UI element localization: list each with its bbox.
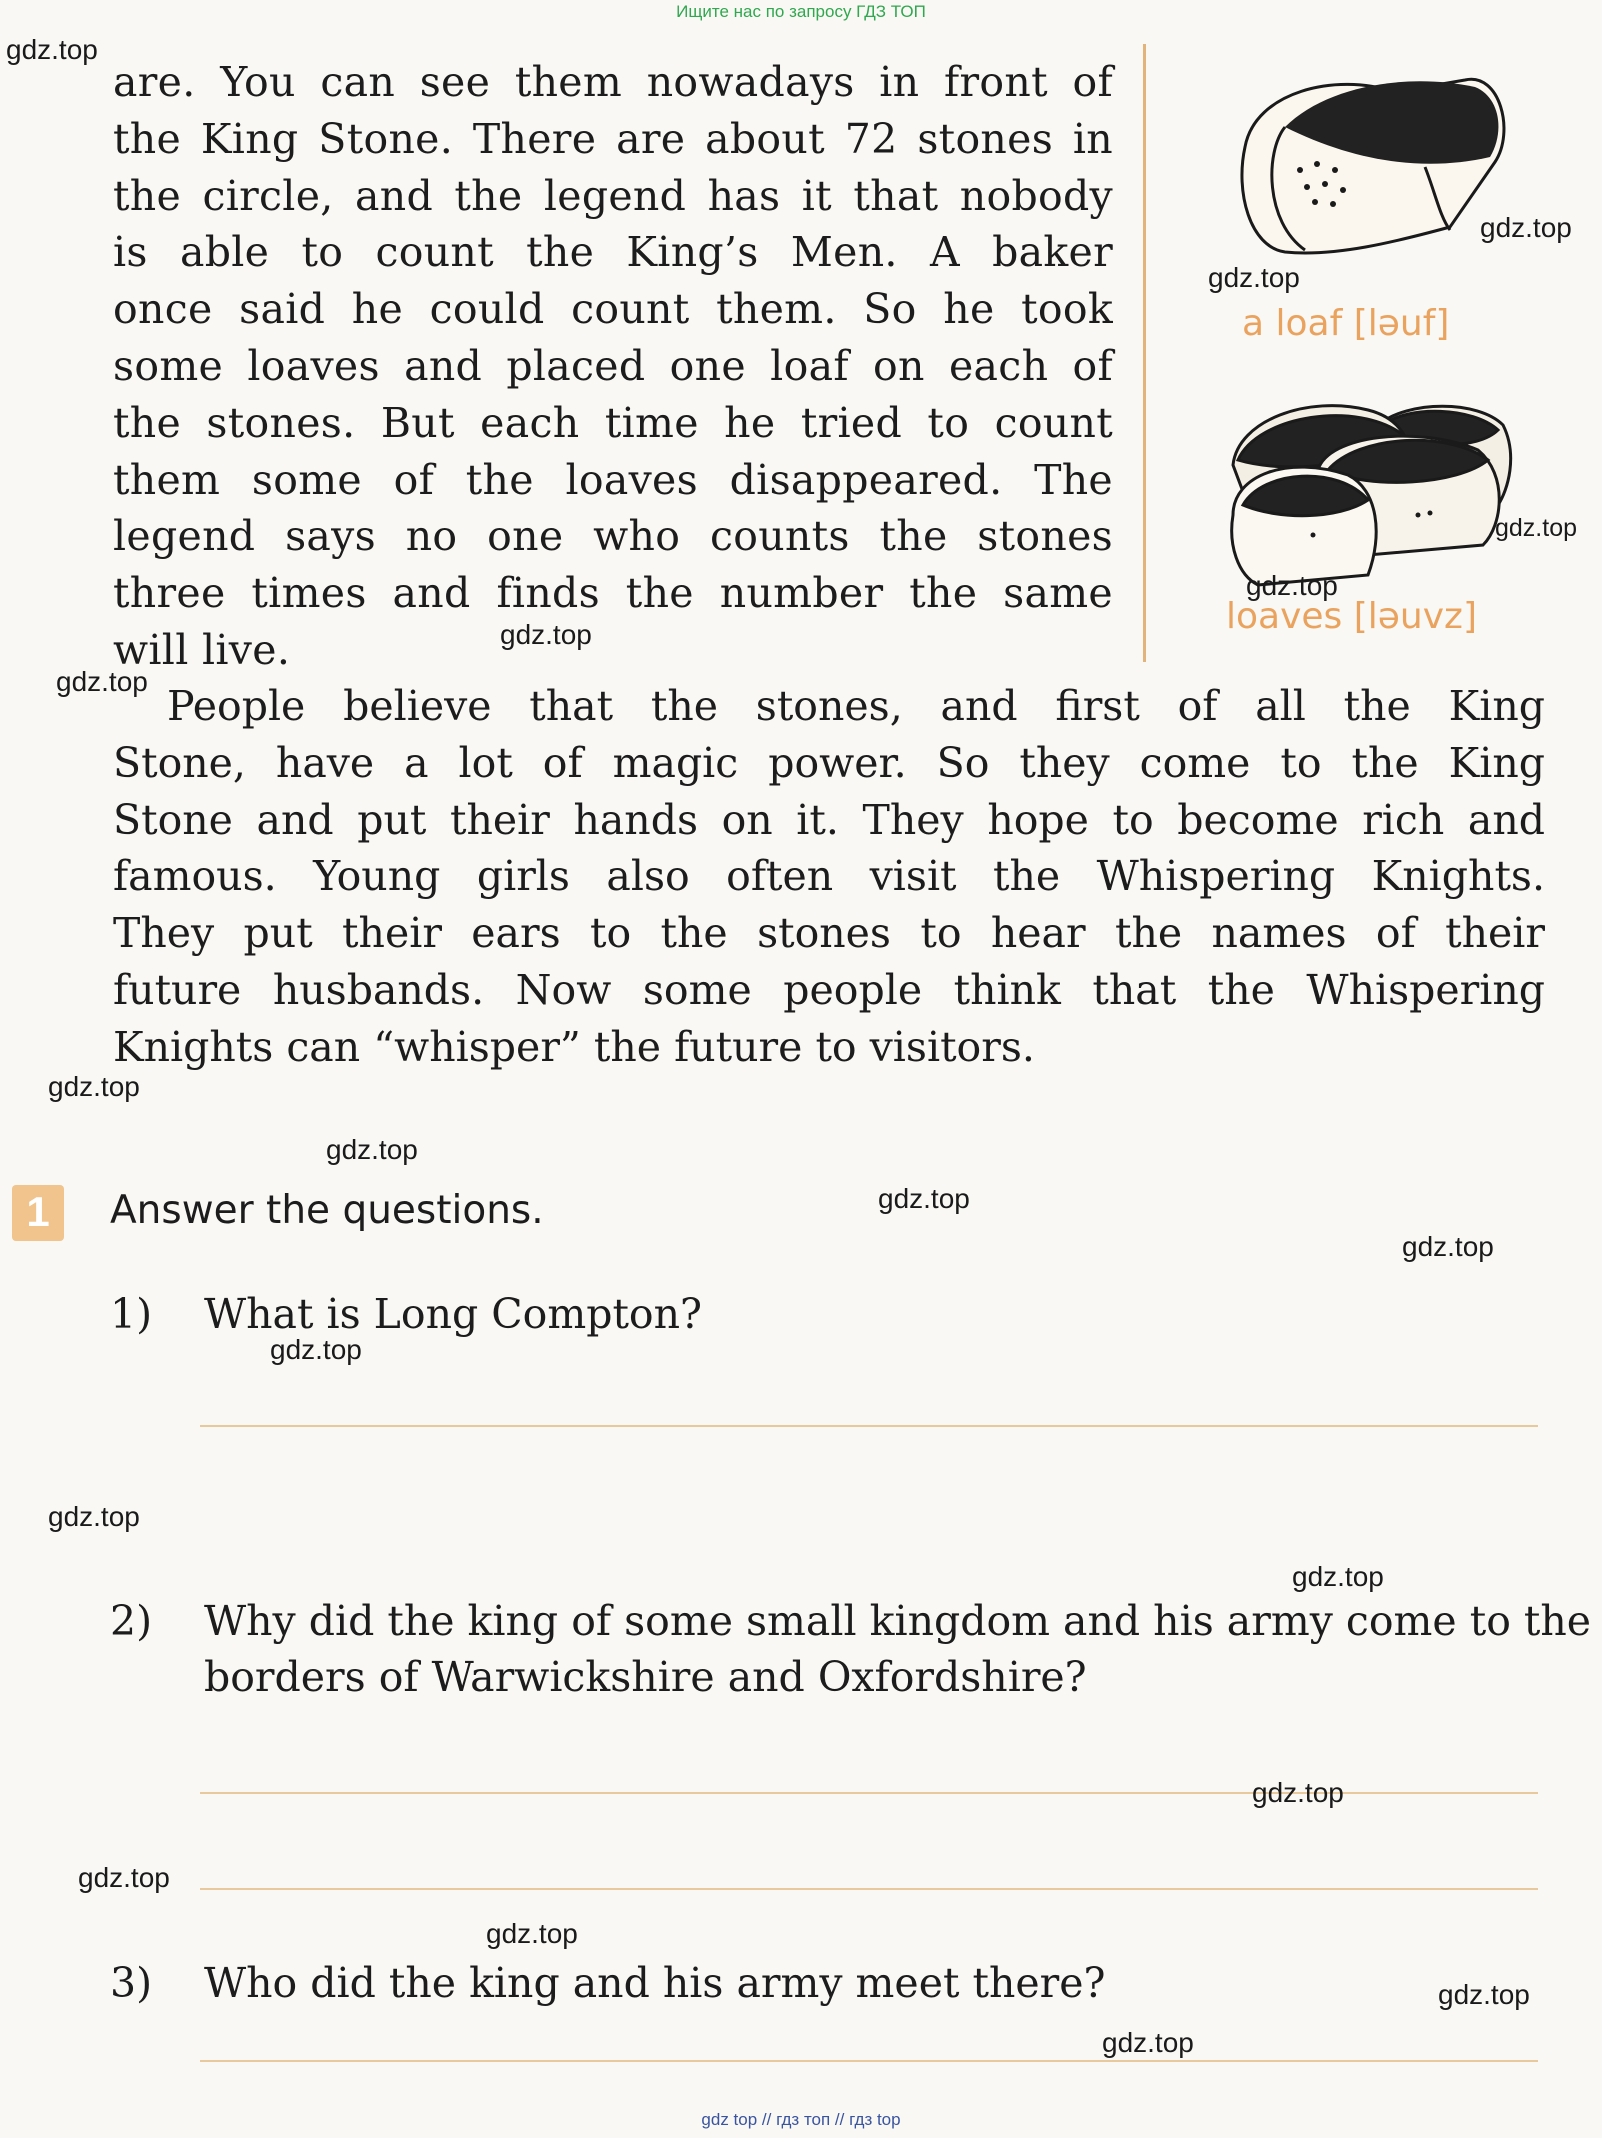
question-number: 1) — [110, 1290, 153, 1338]
story-line: the King Stone. There are about 72 stones in — [113, 114, 1113, 163]
story-line: legend says no one who counts the stones — [113, 512, 1113, 561]
question-text: Why did the king of some small kingdom and his army come to the borders of Warwickshire and Oxfordshire? — [204, 1597, 1592, 1701]
watermark: gdz.top — [48, 1501, 140, 1532]
watermark: gdz.top — [78, 1862, 170, 1893]
story-paragraph-2 — [113, 678, 1545, 1076]
task-number: 1 — [26, 1188, 50, 1235]
story-line: the circle, and the legend has it that nobody — [113, 171, 1113, 220]
question-number: 3) — [110, 1959, 153, 2007]
story-line: Stone, have a lot of magic power. So they come to the King — [113, 738, 1545, 787]
task-title: Answer the questions. — [110, 1188, 544, 1233]
watermark: gdz.top — [500, 619, 592, 650]
story-line: is able to count the King’s Men. A baker — [113, 228, 1113, 277]
loaves-illustration — [1218, 395, 1518, 595]
watermark: gdz.top — [1495, 514, 1578, 542]
answer-line[interactable] — [200, 2060, 1538, 2062]
story-line: the stones. But each time he tried to count — [113, 398, 1113, 447]
answer-line[interactable] — [200, 1888, 1538, 1890]
watermark: gdz.top — [1292, 1561, 1384, 1592]
watermark: gdz.top — [1102, 2027, 1194, 2058]
story-line: will live. — [113, 625, 291, 674]
watermark: gdz.top — [56, 666, 148, 697]
watermark: gdz.top — [486, 1918, 578, 1949]
question-text: Who did the king and his army meet there? — [204, 1959, 1106, 2007]
loaf-illustration — [1225, 52, 1515, 267]
top-banner: Ищите нас по запросу ГДЗ ТОП — [676, 2, 926, 21]
story-line: Stone and put their hands on it. They hope to become rich and — [113, 795, 1545, 844]
story-line: Knights can “whisper” the future to visitors. — [113, 1022, 1035, 1071]
story-line: three times and finds the number the same — [113, 569, 1113, 618]
story-line: future husbands. Now some people think that the Whispering — [113, 965, 1545, 1014]
story-line: are. You can see them nowadays in front of — [113, 58, 1113, 106]
watermark: gdz.top — [1208, 262, 1300, 293]
story-line: People believe that the stones, and first of all the King — [167, 682, 1545, 730]
watermark: gdz.top — [878, 1183, 970, 1214]
watermark: gdz.top — [1252, 1777, 1344, 1808]
watermark: gdz.top — [1438, 1979, 1530, 2010]
story-line: famous. Young girls also often visit the Whispering Knights. — [113, 852, 1545, 901]
watermark: gdz.top — [1480, 212, 1572, 243]
watermark: gdz.top — [1246, 570, 1338, 601]
question-text: What is Long Compton? — [204, 1290, 703, 1338]
watermark: gdz.top — [1402, 1231, 1494, 1262]
story-paragraph-1 — [113, 54, 1113, 679]
watermark: gdz.top — [270, 1334, 362, 1365]
story-line: them some of the loaves disappeared. The — [113, 455, 1113, 504]
bottom-banner: gdz top // гдз топ // гдз top — [701, 2110, 901, 2129]
watermark: gdz.top — [48, 1071, 140, 1102]
story-line: once said he could count them. So he took — [113, 285, 1113, 334]
answer-line[interactable] — [200, 1425, 1538, 1427]
loaf-label: a loaf [ləuf] — [1242, 303, 1450, 344]
story-line: They put their ears to the stones to hear the names of their — [113, 909, 1545, 958]
watermark: gdz.top — [326, 1134, 418, 1165]
loaves-label: loaves [ləuvz] — [1226, 596, 1477, 637]
watermark: gdz.top — [6, 34, 98, 65]
story-line: some loaves and placed one loaf on each of — [113, 341, 1113, 390]
sidebar-divider — [1143, 44, 1146, 662]
question-number: 2) — [110, 1597, 153, 1645]
